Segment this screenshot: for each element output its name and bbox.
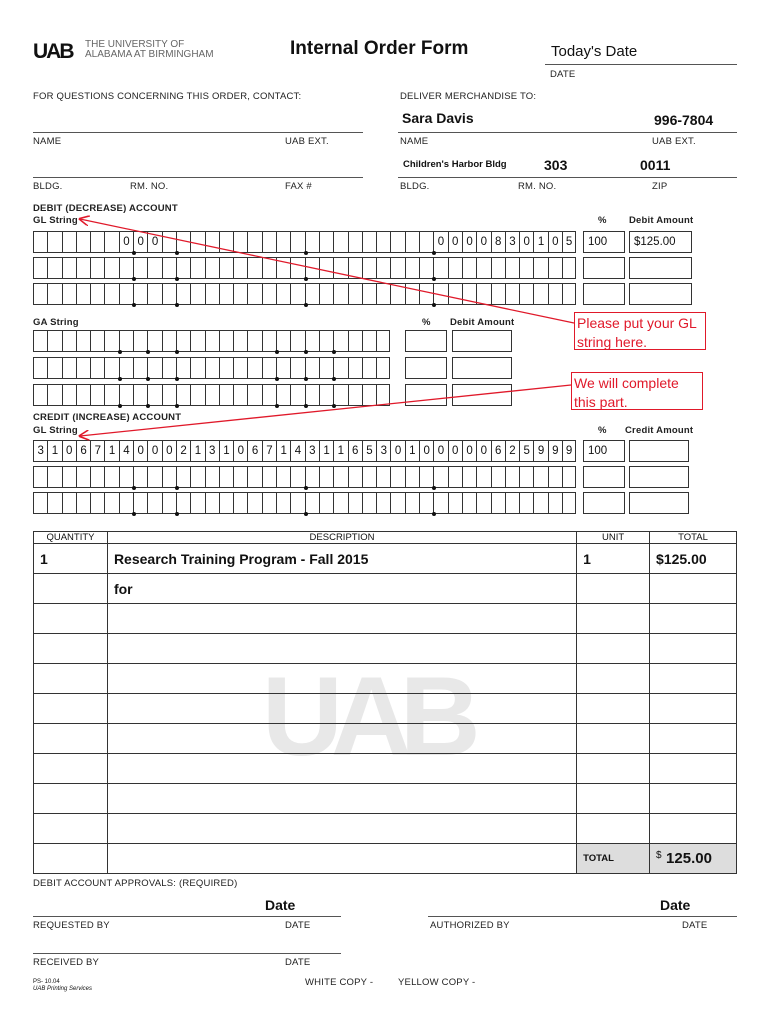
printer-credit: UAB Printing Services — [33, 986, 93, 992]
item-quantity[interactable] — [34, 844, 108, 874]
item-unit[interactable] — [577, 604, 650, 634]
item-quantity[interactable] — [34, 664, 108, 694]
gl-char-cell[interactable]: 0 — [62, 440, 76, 462]
item-unit[interactable] — [577, 634, 650, 664]
table-row[interactable] — [34, 784, 737, 814]
quantity-header: QUANTITY — [34, 532, 108, 544]
item-description[interactable] — [107, 844, 576, 874]
requested-date-value[interactable]: Date — [265, 897, 296, 913]
credit-gl-label: GL String — [33, 425, 78, 436]
gl-char-cell[interactable]: 0 — [519, 231, 533, 253]
deliver-bldg-label: BLDG. — [400, 181, 430, 192]
gl-char-cell[interactable]: 1 — [219, 440, 233, 462]
table-row[interactable] — [34, 754, 737, 784]
university-line-1: THE UNIVERSITY OF — [85, 39, 185, 50]
item-quantity[interactable] — [34, 694, 108, 724]
grand-total-label: TOTAL — [577, 844, 650, 874]
item-description[interactable]: Research Training Program - Fall 2015 — [107, 544, 576, 574]
gl-char-cell[interactable]: 3 — [505, 231, 519, 253]
table-row[interactable] — [34, 664, 737, 694]
grand-total-value: 125.00 — [666, 849, 712, 867]
item-quantity[interactable] — [34, 574, 108, 604]
ga-amount-label: Debit Amount — [450, 317, 515, 328]
contact-name-label: NAME — [33, 136, 62, 147]
gl-char-cell[interactable]: 0 — [233, 440, 247, 462]
gl-char-cell[interactable]: 6 — [76, 440, 90, 462]
contact-fax-label: FAX # — [285, 181, 312, 192]
item-description[interactable] — [107, 814, 576, 844]
item-total[interactable] — [650, 664, 737, 694]
gl-char-cell[interactable]: 3 — [376, 440, 390, 462]
gl-char-cell[interactable]: 4 — [290, 440, 304, 462]
requested-date-label: DATE — [285, 920, 311, 931]
arrow-to-credit-gl — [80, 385, 571, 436]
table-row[interactable] — [34, 694, 737, 724]
item-total[interactable] — [650, 724, 737, 754]
item-total[interactable] — [650, 754, 737, 784]
gl-char-cell[interactable]: 5 — [562, 231, 576, 253]
table-row[interactable] — [34, 604, 737, 634]
deliver-room[interactable]: 303 — [544, 157, 568, 173]
gl-char-cell[interactable]: 3 — [33, 440, 47, 462]
gl-char-cell[interactable]: 9 — [562, 440, 576, 462]
university-line-2: ALABAMA AT BIRMINGHAM — [85, 49, 214, 60]
item-description[interactable] — [107, 724, 576, 754]
gl-char-cell[interactable]: 6 — [247, 440, 261, 462]
gl-char-cell[interactable]: 0 — [462, 440, 476, 462]
item-description[interactable] — [107, 694, 576, 724]
gl-char-cell[interactable]: 5 — [362, 440, 376, 462]
grand-total-cell — [650, 844, 737, 874]
svg-text:UAB: UAB — [33, 40, 73, 60]
gl-char-cell[interactable]: 1 — [333, 440, 347, 462]
credit-pct-label: % — [598, 425, 607, 436]
date-label: DATE — [550, 69, 576, 80]
gl-char-cell[interactable]: 3 — [305, 440, 319, 462]
item-total[interactable] — [650, 814, 737, 844]
item-description[interactable] — [107, 634, 576, 664]
todays-date-field[interactable]: Today's Date — [551, 43, 638, 60]
gl-char-cell[interactable]: 1 — [533, 231, 547, 253]
debit-amount-1[interactable]: $125.00 — [629, 231, 692, 253]
gl-char-cell[interactable]: 8 — [491, 231, 505, 253]
yellow-copy-label: YELLOW COPY - — [398, 977, 476, 988]
form-title: Internal Order Form — [290, 38, 469, 59]
gl-char-cell[interactable]: 0 — [433, 231, 447, 253]
credit-title: CREDIT (INCREASE) ACCOUNT — [33, 412, 182, 423]
requested-by-label: REQUESTED BY — [33, 920, 110, 931]
item-description[interactable]: for — [107, 574, 576, 604]
credit-amount-label: Credit Amount — [625, 425, 694, 436]
grand-total-currency: $ — [656, 849, 662, 861]
debit-amount-label: Debit Amount — [629, 215, 694, 226]
item-unit[interactable] — [577, 814, 650, 844]
item-total[interactable] — [650, 574, 737, 604]
gl-char-cell[interactable]: 0 — [419, 440, 433, 462]
item-quantity[interactable] — [34, 724, 108, 754]
gl-char-cell[interactable]: 1 — [47, 440, 61, 462]
item-total[interactable] — [650, 784, 737, 814]
item-unit[interactable] — [577, 574, 650, 604]
gl-char-cell[interactable]: 1 — [104, 440, 118, 462]
item-description[interactable] — [107, 664, 576, 694]
deliver-bldg[interactable]: Children's Harbor Bldg — [403, 159, 507, 170]
gl-char-cell[interactable]: 0 — [390, 440, 404, 462]
gl-char-cell[interactable]: 9 — [533, 440, 547, 462]
form-number: PS- 10.04 — [33, 979, 60, 985]
item-total[interactable] — [650, 604, 737, 634]
gl-char-cell[interactable]: 0 — [119, 231, 133, 253]
gl-char-cell[interactable]: 2 — [176, 440, 190, 462]
item-quantity[interactable] — [34, 784, 108, 814]
item-description[interactable] — [107, 604, 576, 634]
debit-percent-1[interactable]: 100 — [583, 231, 625, 253]
item-total[interactable] — [650, 694, 737, 724]
item-description[interactable] — [107, 784, 576, 814]
deliver-zip[interactable]: 0011 — [640, 157, 671, 173]
gl-string-callout: Please put your GL string here. — [574, 312, 706, 350]
gl-char-cell[interactable]: 1 — [276, 440, 290, 462]
item-total[interactable] — [650, 634, 737, 664]
gl-char-cell[interactable]: 6 — [348, 440, 362, 462]
contact-room-label: RM. NO. — [130, 181, 169, 192]
item-unit[interactable]: 1 — [577, 544, 650, 574]
deliver-section-label: DELIVER MERCHANDISE TO: — [400, 91, 537, 102]
gl-char-cell[interactable]: 0 — [147, 231, 161, 253]
item-quantity[interactable] — [34, 634, 108, 664]
deliver-ext[interactable]: 996-7804 — [654, 112, 714, 128]
item-unit[interactable] — [577, 754, 650, 784]
credit-percent-1[interactable]: 100 — [583, 440, 625, 462]
deliver-ext-label: UAB EXT. — [652, 136, 696, 147]
item-quantity[interactable] — [34, 604, 108, 634]
gl-char-cell[interactable]: 2 — [505, 440, 519, 462]
debit-pct-label: % — [598, 215, 607, 226]
table-row[interactable] — [34, 724, 737, 754]
grand-total-row — [34, 844, 737, 874]
gl-char-cell[interactable]: 7 — [262, 440, 276, 462]
table-row[interactable] — [34, 814, 737, 844]
gl-char-cell[interactable]: 0 — [133, 231, 147, 253]
debit-title: DEBIT (DECREASE) ACCOUNT — [33, 203, 178, 214]
table-row[interactable] — [34, 544, 737, 574]
received-by-label: RECEIVED BY — [33, 957, 100, 968]
debit-gl-label: GL String — [33, 215, 78, 226]
complete-callout: We will complete this part. — [571, 372, 703, 410]
unit-header: UNIT — [577, 532, 650, 544]
gl-char-cell[interactable]: 0 — [548, 231, 562, 253]
gl-char-cell[interactable]: 0 — [133, 440, 147, 462]
item-unit[interactable] — [577, 694, 650, 724]
gl-char-cell[interactable]: 0 — [476, 440, 490, 462]
deliver-room-label: RM. NO. — [518, 181, 557, 192]
gl-char-cell[interactable]: 0 — [448, 440, 462, 462]
white-copy-label: WHITE COPY - — [305, 977, 374, 988]
deliver-name[interactable]: Sara Davis — [402, 110, 474, 126]
item-unit[interactable] — [577, 784, 650, 814]
gl-char-cell[interactable]: 9 — [548, 440, 562, 462]
gl-char-cell[interactable]: 3 — [205, 440, 219, 462]
contact-section-label: FOR QUESTIONS CONCERNING THIS ORDER, CONTACT: — [33, 91, 302, 102]
deliver-zip-label: ZIP — [652, 181, 668, 192]
authorized-by-label: AUTHORIZED BY — [430, 920, 510, 931]
total-header: TOTAL — [650, 532, 737, 544]
description-header: DESCRIPTION — [107, 532, 576, 544]
gl-char-cell[interactable]: 0 — [448, 231, 462, 253]
authorized-date-label: DATE — [682, 920, 708, 931]
item-quantity[interactable] — [34, 754, 108, 784]
authorized-date-value[interactable]: Date — [660, 897, 691, 913]
gl-char-cell[interactable]: 0 — [162, 440, 176, 462]
gl-char-cell[interactable]: 1 — [319, 440, 333, 462]
item-description[interactable] — [107, 754, 576, 784]
approvals-title: DEBIT ACCOUNT APPROVALS: (REQUIRED) — [33, 878, 238, 889]
gl-char-cell[interactable]: 7 — [90, 440, 104, 462]
item-quantity[interactable]: 1 — [34, 544, 108, 574]
table-row[interactable] — [34, 574, 737, 604]
contact-ext-label: UAB EXT. — [285, 136, 329, 147]
table-row[interactable] — [34, 634, 737, 664]
items-header-row — [34, 532, 737, 544]
item-unit[interactable] — [577, 724, 650, 754]
ga-string-label: GA String — [33, 317, 79, 328]
gl-char-cell[interactable]: 1 — [190, 440, 204, 462]
gl-char-cell[interactable]: 0 — [433, 440, 447, 462]
item-quantity[interactable] — [34, 814, 108, 844]
arrow-to-debit-gl — [80, 219, 574, 323]
gl-char-cell[interactable]: 4 — [119, 440, 133, 462]
gl-char-cell[interactable]: 6 — [491, 440, 505, 462]
received-date-label: DATE — [285, 957, 311, 968]
item-unit[interactable] — [577, 664, 650, 694]
contact-bldg-label: BLDG. — [33, 181, 63, 192]
gl-char-cell[interactable]: 0 — [476, 231, 490, 253]
gl-char-cell[interactable]: 5 — [519, 440, 533, 462]
gl-char-cell[interactable]: 1 — [405, 440, 419, 462]
items-table — [33, 531, 737, 874]
gl-char-cell[interactable]: 0 — [147, 440, 161, 462]
gl-char-cell[interactable]: 0 — [462, 231, 476, 253]
svg-text:UAB: UAB — [262, 660, 469, 760]
deliver-name-label: NAME — [400, 136, 429, 147]
item-total[interactable]: $125.00 — [650, 544, 737, 574]
ga-pct-label: % — [422, 317, 431, 328]
